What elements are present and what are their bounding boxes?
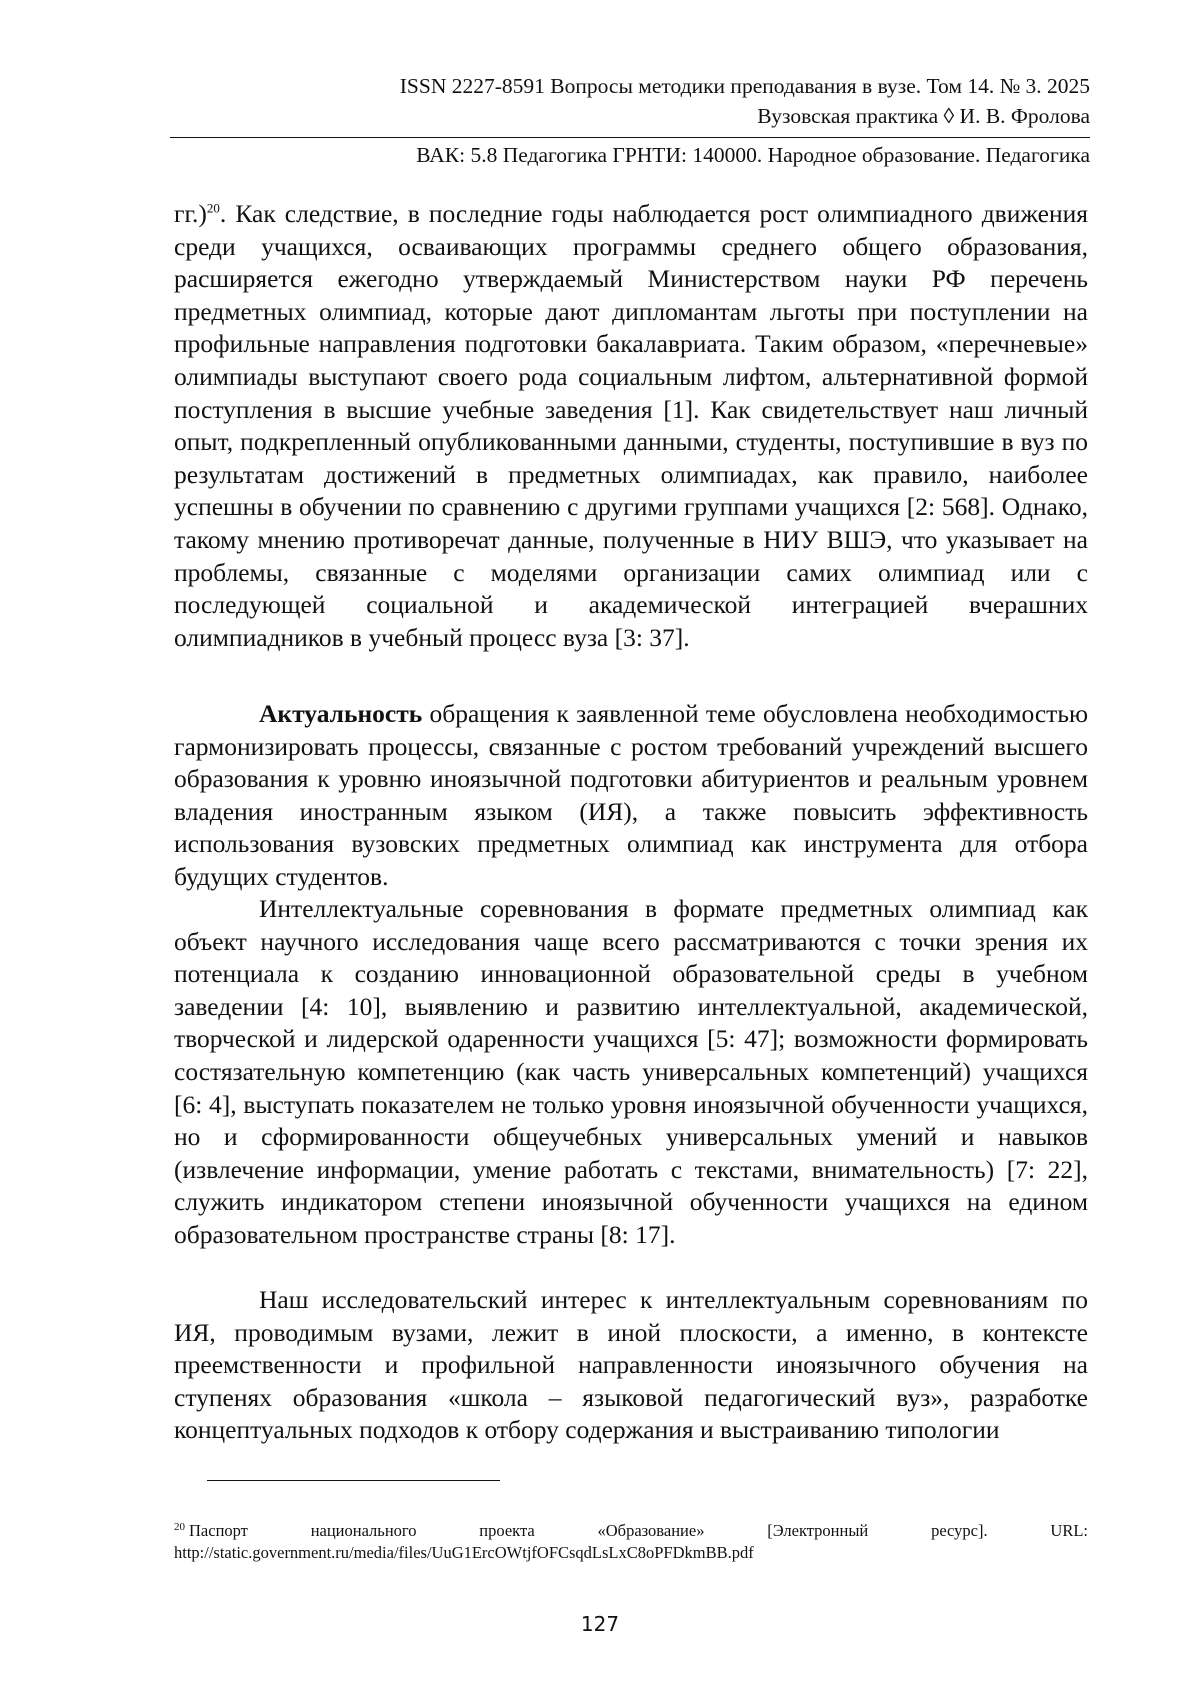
footnote-number: 20 (174, 1520, 185, 1533)
page-number: 127 (580, 1612, 620, 1636)
paragraph-1-lead: гг.) (174, 199, 207, 228)
relevance-heading: Актуальность (259, 699, 423, 728)
footnote (174, 1520, 1088, 1541)
paragraph-relevance (174, 698, 1088, 894)
journal-header-line: ISSN 2227-8591 Вопросы методики преподавания в вузе. Том 14. № 3. 2025 (399, 74, 1090, 98)
footnote-divider (207, 1480, 500, 1481)
section-author-line: Вузовская практика ◊ И. В. Фролова (757, 104, 1090, 128)
paragraph-2-text: обращения к заявленной теме обусловлена необходимостью гармонизировать процессы, связанные с ростом требований учреждений высшего образования к уровню иноязычной подготовки абитуриентов и реальным уровнем владения иностранным языком (ИЯ), а также повысить эффективность использования вузовских предметных олимпиад как инструмента для отбора будущих студентов. (174, 699, 1088, 891)
header-divider (170, 137, 1090, 138)
footnote-url[interactable]: http://static.government.ru/media/files/UuG1ErcOWtjfOFCsqdLsLxC8oPFDkmBB.pdf (174, 1543, 754, 1562)
paragraph-4: Наш исследовательский интерес к интеллектуальным соревнованиям по ИЯ, проводимым вузами, лежит в иной плоскости, а именно, в контексте преемственности и профильной направленности иноязычного обучения на ступенях образования «школа – языковой педагогический вуз», разработке концептуальных подходов к отбору содержания и выстраиванию типологии (174, 1285, 1088, 1445)
paragraph-1 (174, 198, 1088, 654)
classification-line: ВАК: 5.8 Педагогика ГРНТИ: 140000. Народное образование. Педагогика (416, 143, 1090, 167)
paragraph-1-text: . Как следствие, в последние годы наблюдается рост олимпиадного движения среди учащихся, осваивающих программы среднего общего образования, расширяется ежегодно утверждаемый Министерством науки РФ перечень предметных олимпиад, которые дают дипломантам льготы при поступлении на профильные направления подготовки бакалавриата. Таким образом, «перечневые» олимпиады выступают своего рода социальным лифтом, альтернативной формой поступления в высшие учебные заведения [1]. Как свидетельствует наш личный опыт, подкрепленный опубликованными данными, студенты, поступившие в вуз по результатам достижений в предметных олимпиадах, как правило, наиболее успешны в обучении по сравнению с другими группами учащихся [2: 568]. Однако, такому мнению противоречат данные, полученные в НИУ ВШЭ, что указывает на проблемы, связанные с моделями организации самих олимпиад или с последующей социальной и академической интеграцией вчерашних олимпиадников в учебный процесс вуза [3: 37]. (174, 199, 1088, 652)
paragraph-3: Интеллектуальные соревнования в формате предметных олимпиад как объект научного исследования чаще всего рассматриваются с точки зрения их потенциала к созданию инновационной образовательной среды в учебном заведении [4: 10], выявлению и развитию интеллектуальной, академической, творческой и лидерской одаренности учащихся [5: 47]; возможности формировать состязательную компетенцию (как часть универсальных компетенций) учащихся [6: 4], выступать показателем не только уровня иноязычной обученности учащихся, но и сформированности общеучебных универсальных умений и навыков (извлечение информации, умение работать с текстами, внимательность) [7: 22], служить индикатором степени иноязычной обученности учащихся на едином образовательном пространстве страны [8: 17]. (174, 894, 1088, 1249)
footnote-text: Паспорт национального проекта «Образование» [Электронный ресурс]. URL: (189, 1521, 1088, 1540)
footnote-ref[interactable]: 20 (206, 200, 220, 216)
